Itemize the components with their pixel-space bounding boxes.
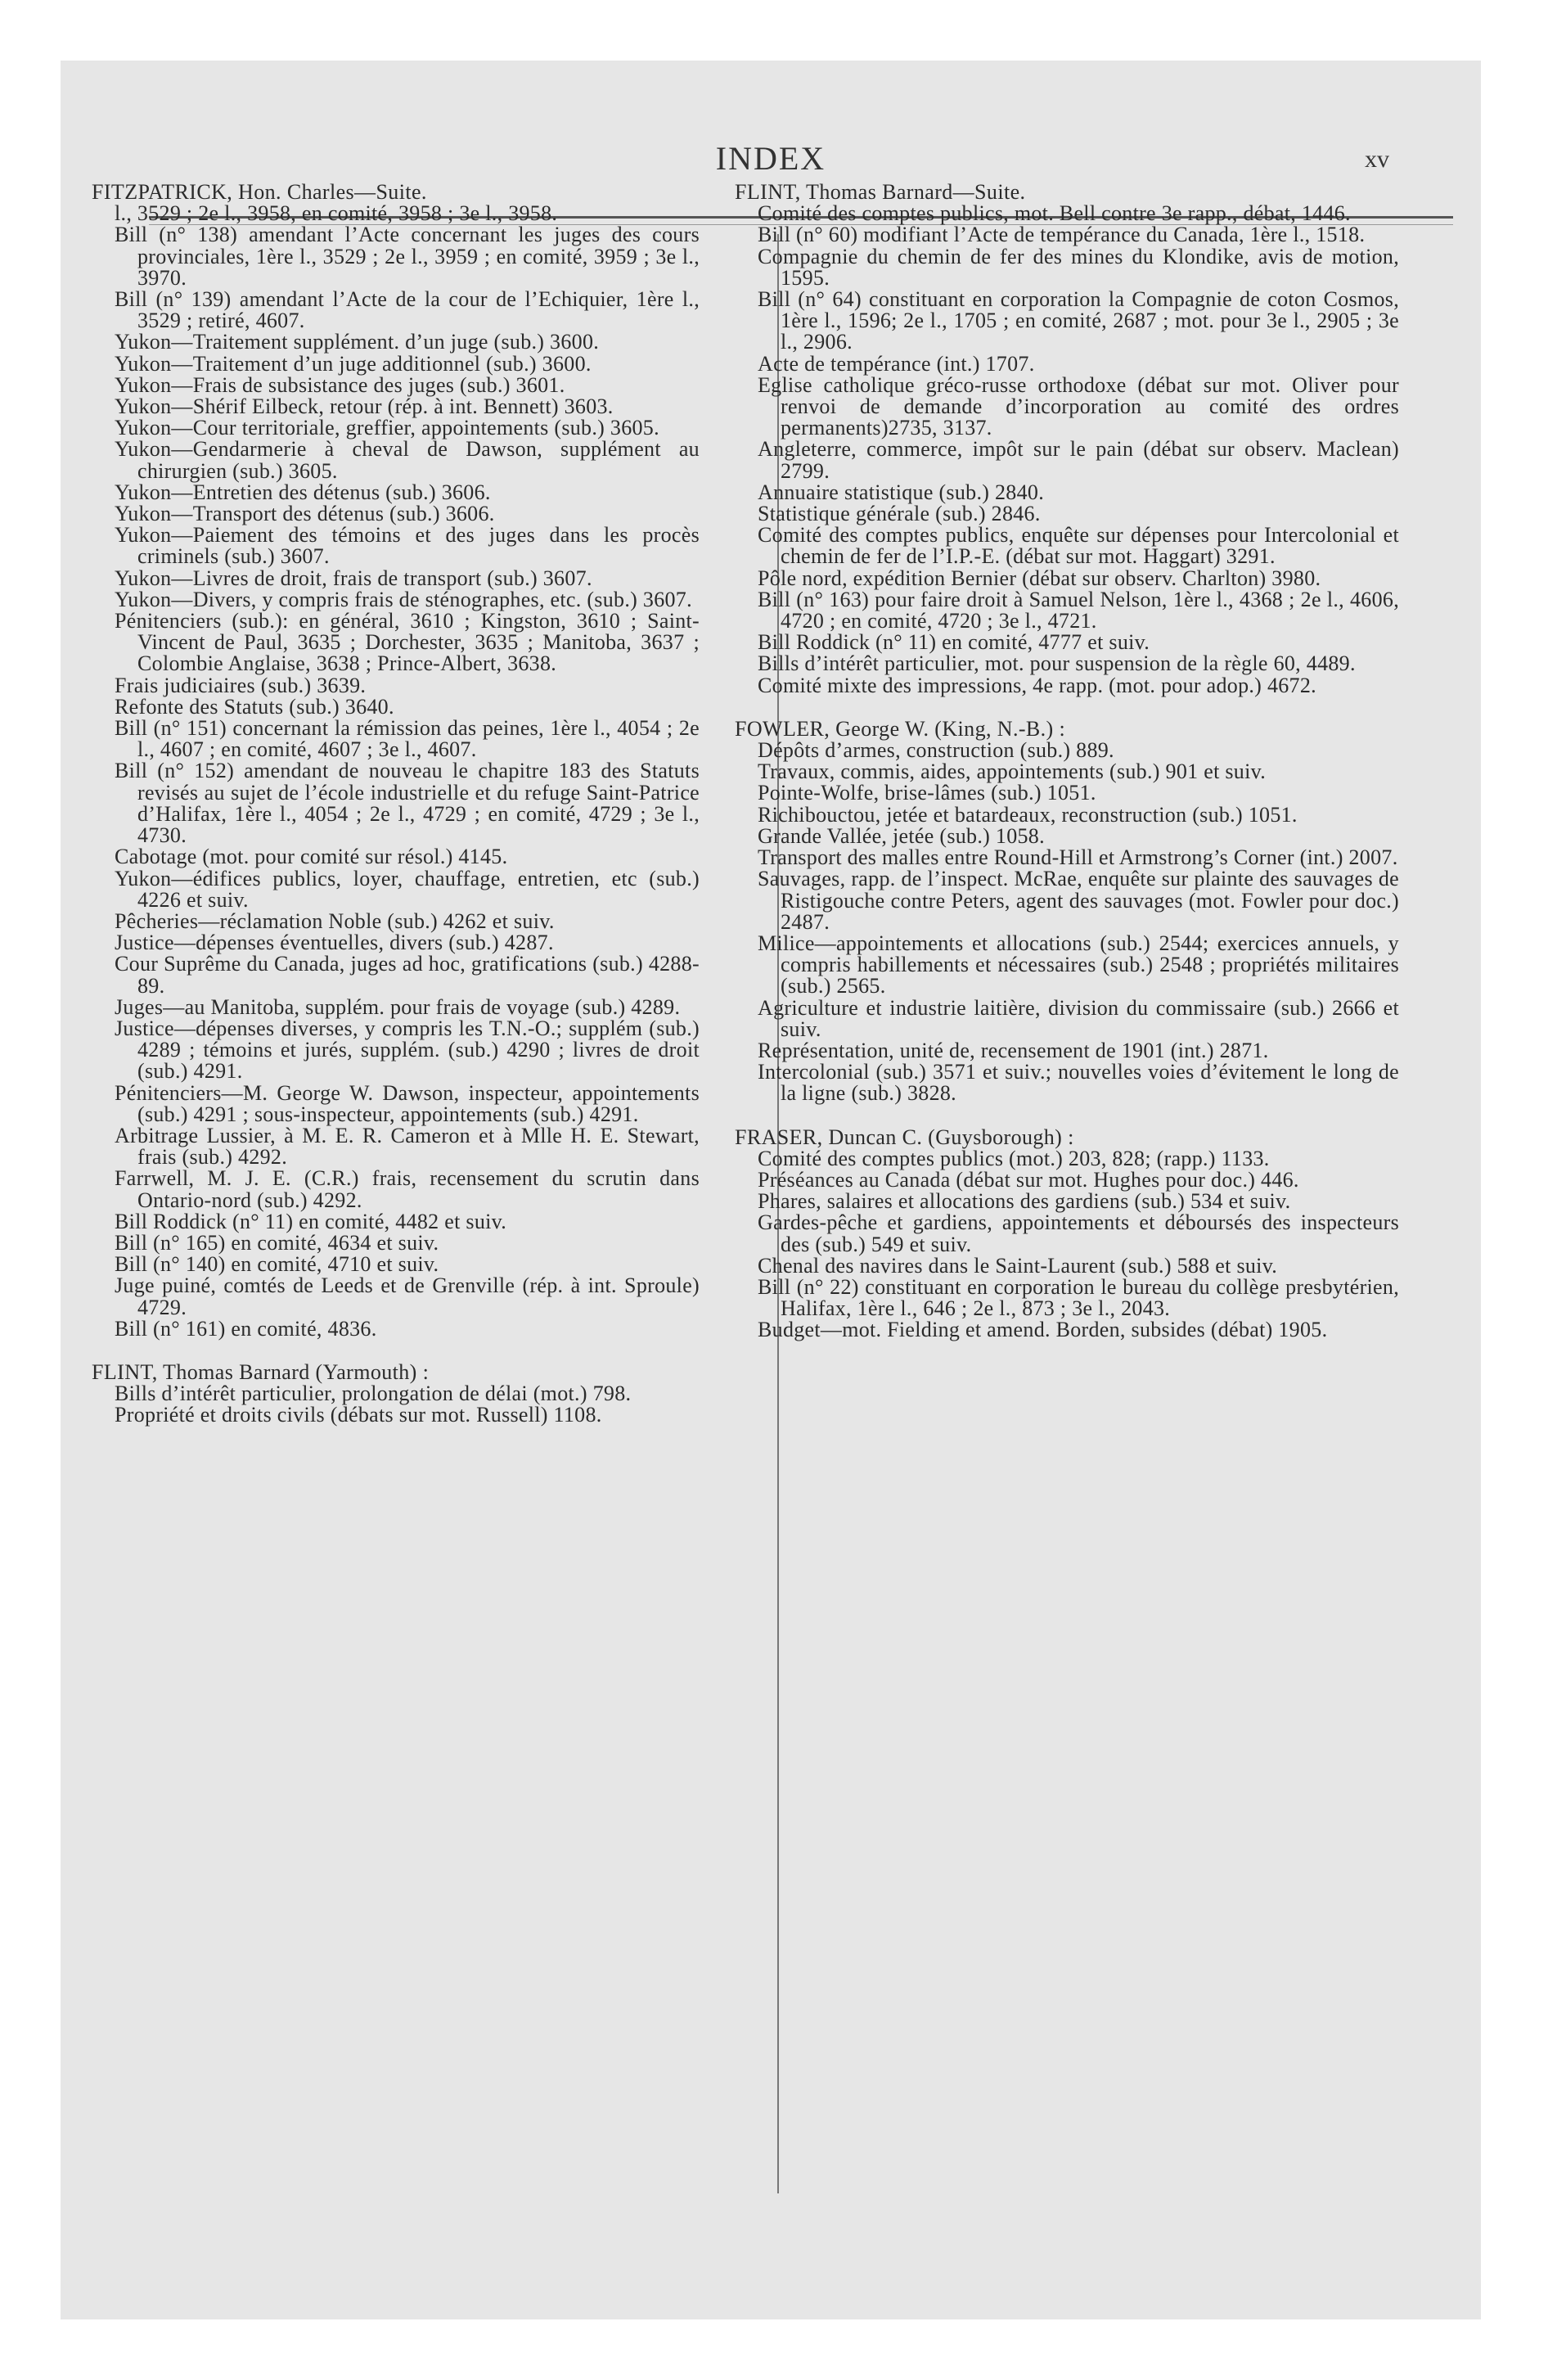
index-entry (735, 761, 1399, 782)
index-entry (735, 802, 1399, 827)
index-entry (735, 1212, 1399, 1255)
page-number: xv (1365, 146, 1389, 173)
index-entry-text: Bill (n° 64) constituant en corporation la Compagnie de coton Cosmos, 1ère l., 1596; 2e l., 1705 ; en comité, 2687 ; mot. pour 3e l., 2905 ; 3e l., 2906. (758, 287, 1399, 354)
index-entry-text: Pénitenciers—M. George W. Dawson, inspecteur, appointements (sub.) 4291 ; sous-inspecteur, appointements (sub.) 4291. (115, 1080, 700, 1126)
index-entry-text: Préséances au Canada (débat sur mot. Hughes pour doc.) 446. (758, 1167, 1299, 1192)
index-entry (92, 1383, 700, 1404)
index-entry (735, 823, 1399, 848)
index-entry-text: Justice—dépenses éventuelles, divers (sub.) 4287. (115, 931, 554, 955)
index-entry (92, 331, 700, 353)
index-entry (735, 372, 1399, 440)
index-entry (735, 632, 1399, 653)
index-entry-text: Yukon—Paiement des témoins et des juges dans les procès criminels (sub.) 3607. (115, 523, 700, 569)
index-entry (92, 439, 700, 481)
index-entry-text: Frais judiciaires (sub.) 3639. (115, 673, 367, 697)
index-entry (92, 396, 700, 417)
index-entry (735, 675, 1399, 696)
entry-list (92, 1383, 700, 1426)
index-entry-text: Bill (n° 151) concernant la rémission das peines, 1ère l., 4054 ; 2e l., 4607 ; en comité, 4607 ; 3e l., 4607. (115, 716, 700, 762)
left-column (92, 182, 700, 1427)
index-entry-text: Comité des comptes publics (mot.) 203, 828; (rapp.) 1133. (758, 1146, 1270, 1170)
index-entry (92, 417, 700, 439)
index-entry (735, 482, 1399, 503)
index-entry-text: Bills d’intérêt particulier, mot. pour suspension de la règle 60, 4489. (758, 651, 1356, 676)
index-entry-text: Juges—au Manitoba, supplém. pour frais de voyage (sub.) 4289. (115, 994, 681, 1019)
index-entry-text: Pôle nord, expédition Bernier (débat sur observ. Charlton) 3980. (758, 566, 1321, 590)
index-entry-text: Phares, salaires et allocations des gardiens (sub.) 534 et suiv. (758, 1189, 1291, 1214)
index-entry (92, 1230, 700, 1255)
index-entry (735, 246, 1399, 289)
index-entry (92, 1254, 700, 1275)
index-entry-text: Eglise catholique gréco-russe orthodoxe (débat sur mot. Oliver pour renvoi de demande d’incorporation au comité des ordres permanents)2735, 3137. (758, 372, 1399, 440)
index-entry (92, 611, 700, 675)
index-entry (92, 589, 700, 611)
index-entry-text: Bill (n° 138) amendant l’Acte concernant les juges des cours provinciales, 1ère l., 3529 ; 2e l., 3959 ; en comité, 3959 ; 3e l., 3970. (115, 223, 700, 290)
index-entry (92, 1018, 700, 1083)
index-entry-text: Bill (n° 140) en comité, 4710 et suiv. (115, 1252, 439, 1277)
index-entry (735, 847, 1399, 868)
index-entry (92, 1125, 700, 1168)
index-entry-text: Cabotage (mot. pour comité sur résol.) 4145. (115, 845, 508, 869)
index-entry (92, 1404, 700, 1426)
index-entry (92, 868, 700, 911)
index-entry-text: Représentation, unité de, recensement de 1901 (int.) 2871. (758, 1038, 1269, 1062)
index-entry (735, 1167, 1399, 1192)
index-entry-text: Farrwell, M. J. E. (C.R.) frais, recensement du scrutin dans Ontario-nord (sub.) 4292. (115, 1166, 700, 1212)
index-entry-text: Richibouctou, jetée et batardeaux, reconstruction (sub.) 1051. (758, 802, 1298, 827)
index-entry-text: Transport des malles entre Round-Hill et Armstrong’s Corner (int.) 2007. (758, 845, 1398, 870)
index-entry (92, 908, 700, 933)
index-entry-text: Acte de tempérance (int.) 1707. (758, 351, 1035, 376)
index-entry-text: l., 3529 ; 2e l., 3958, en comité, 3958 ; 3e l., 3958. (115, 201, 558, 226)
index-entry (92, 351, 700, 376)
index-entry (92, 482, 700, 503)
entry-list (735, 1148, 1399, 1341)
index-entry-text: Yukon—Shérif Eilbeck, retour (rép. à int. Bennett) 3603. (115, 394, 614, 419)
index-entry (735, 740, 1399, 761)
index-entry-text: Bill (n° 22) constituant en corporation le bureau du collège presbytérien, Halifax, 1ère l., 646 ; 2e l., 873 ; 3e l., 2043. (758, 1274, 1399, 1321)
index-entry-text: Gardes-pêche et gardiens, appointements et déboursés des inspecteurs des (sub.) 549 et suiv. (758, 1210, 1399, 1256)
index-entry-text: Refonte des Statuts (sub.) 3640. (115, 694, 394, 719)
index-entry-text: Pénitenciers (sub.): en général, 3610 ; Kingston, 3610 ; Saint-Vincent de Paul, 3635 ; Dorchester, 3635 ; Manitoba, 3637 ; Colombie Anglaise, 3638 ; Prince-Albert, 3638. (115, 609, 700, 676)
index-entry-text: Annuaire statistique (sub.) 2840. (758, 480, 1045, 504)
index-entry-text: Yukon—Gendarmerie à cheval de Dawson, supplément au chirurgien (sub.) 3605. (115, 437, 700, 483)
index-entry-text: Yukon—Entretien des détenus (sub.) 3606. (115, 480, 491, 504)
index-entry-text: Yukon—Frais de subsistance des juges (sub.) 3601. (115, 372, 565, 397)
index-entry-text: Arbitrage Lussier, à M. E. R. Cameron et à Mlle H. E. Stewart, frais (sub.) 4292. (115, 1123, 700, 1170)
index-entry (735, 289, 1399, 354)
index-entry-text: Travaux, commis, aides, appointements (sub.) 901 et suiv. (758, 760, 1267, 784)
index-entry (92, 1318, 700, 1340)
index-entry-text: Yukon—Cour territoriale, greffier, appointements (sub.) 3605. (115, 416, 659, 440)
index-entry (92, 675, 700, 696)
index-entry (735, 224, 1399, 246)
entry-list (735, 740, 1399, 1104)
index-entry-text: Pêcheries—réclamation Noble (sub.) 4262 et suiv. (115, 908, 555, 933)
index-entry-text: Dépôts d’armes, construction (sub.) 889. (758, 738, 1114, 763)
index-entry (92, 994, 700, 1019)
index-entry (735, 782, 1399, 804)
index-entry-text: Yukon—Divers, y compris frais de sténographes, etc. (sub.) 3607. (115, 587, 692, 611)
index-entry (92, 372, 700, 397)
index-entry (735, 653, 1399, 674)
index-entry-text: Yukon—Traitement d’un juge additionnel (sub.) 3600. (115, 351, 592, 376)
index-entry-text: Bill (n° 60) modifiant l’Acte de tempérance du Canada, 1ère l., 1518. (758, 223, 1366, 247)
index-entry (735, 203, 1399, 224)
index-entry-text: Bill (n° 163) pour faire droit à Samuel Nelson, 1ère l., 4368 ; 2e l., 4606, 4720 ; en comité, 4720 ; 3e l., 4721. (758, 587, 1399, 633)
index-entry (92, 932, 700, 953)
index-entry-text: Bill (n° 139) amendant l’Acte de la cour de l’Echiquier, 1ère l., 3529 ; retiré, 4607. (115, 287, 700, 333)
entry-heading: FLINT, Thomas Barnard—Suite. (735, 180, 1026, 204)
index-entry (735, 1274, 1399, 1321)
index-entry-text: Milice—appointements et allocations (sub.) 2544; exercices annuels, y compris habillements et nécessaires (sub.) 2548 ; propriétés militaires (sub.) 2565. (758, 931, 1399, 998)
index-entry (92, 289, 700, 331)
index-entry-text: Yukon—Traitement supplément. d’un juge (sub.) 3600. (115, 330, 600, 354)
index-entry (735, 439, 1399, 481)
index-entry-text: Sauvages, rapp. de l’inspect. McRae, enquête sur plainte des sauvages de Ristigouche contre Peters, agent des sauvages (mot. Fowler pour doc.) 2487. (758, 867, 1399, 934)
index-entry-text: Comité des comptes publics, mot. Bell contre 3e rapp., débat, 1446. (758, 201, 1351, 226)
index-entry (735, 351, 1399, 376)
entry-heading: FOWLER, George W. (King, N.-B.) : (735, 716, 1066, 741)
index-entry (735, 1191, 1399, 1212)
index-entry (92, 224, 700, 289)
index-entry-text: Cour Suprême du Canada, juges ad hoc, gratifications (sub.) 4288-89. (115, 952, 700, 998)
index-entry (92, 1168, 700, 1210)
index-entry (92, 953, 700, 996)
index-entry (92, 568, 700, 589)
index-entry (92, 203, 700, 224)
index-entry-text: Yukon—Livres de droit, frais de transport (sub.) 3607. (115, 566, 592, 590)
index-entry-text: Statistique générale (sub.) 2846. (758, 502, 1041, 526)
index-entry-text: Bills d’intérêt particulier, prolongation de délai (mot.) 798. (115, 1382, 632, 1406)
index-entry-text: Chenal des navires dans le Saint-Laurent (sub.) 588 et suiv. (758, 1253, 1278, 1278)
index-entry-text: Grande Vallée, jetée (sub.) 1058. (758, 823, 1045, 848)
index-entry (735, 1148, 1399, 1170)
index-entry (735, 1255, 1399, 1277)
index-entry (735, 1319, 1399, 1341)
index-entry-text: Comité mixte des impressions, 4e rapp. (mot. pour adop.) 4672. (758, 673, 1316, 697)
index-entry (735, 995, 1399, 1041)
index-entry-text: Bill (n° 161) en comité, 4836. (115, 1316, 377, 1341)
index-entry-text: Bill (n° 165) en comité, 4634 et suiv. (115, 1230, 439, 1255)
index-entry (735, 525, 1399, 567)
index-entry-text: Comité des comptes publics, enquête sur dépenses pour Intercolonial et chemin de fer de l’I.P.-E. (débat sur mot. Haggart) 3291. (758, 523, 1399, 569)
index-entry (92, 696, 700, 718)
entry-list (92, 203, 700, 1340)
index-entry (92, 1211, 700, 1233)
index-entry-text: Budget—mot. Fielding et amend. Borden, subsides (débat) 1905. (758, 1318, 1328, 1342)
index-entry (92, 503, 700, 525)
index-entry-text: Intercolonial (sub.) 3571 et suiv.; nouvelles voies d’évitement le long de la ligne (sub.) 3828. (758, 1060, 1399, 1106)
index-entry (735, 1040, 1399, 1062)
entry-heading: FLINT, Thomas Barnard (Yarmouth) : (92, 1359, 430, 1384)
index-entry (735, 589, 1399, 632)
index-entry-text: Bill Roddick (n° 11) en comité, 4777 et suiv. (758, 630, 1150, 655)
index-entry (92, 1080, 700, 1126)
entry-heading: FRASER, Duncan C. (Guysborough) : (735, 1125, 1074, 1149)
index-entry-text: Propriété et droits civils (débats sur mot. Russell) 1108. (115, 1403, 602, 1427)
index-entry-text: Bill Roddick (n° 11) en comité, 4482 et suiv. (115, 1209, 507, 1233)
index-entry-text: Compagnie du chemin de fer des mines du Klondike, avis de motion, 1595. (758, 244, 1399, 290)
index-entry-text: Agriculture et industrie laitière, division du commissaire (sub.) 2666 et suiv. (758, 995, 1399, 1041)
entry-list (735, 203, 1399, 696)
page-title: INDEX (715, 140, 826, 177)
index-entry-text: Yukon—Transport des détenus (sub.) 3606. (115, 502, 495, 526)
index-entry-text: Angleterre, commerce, impôt sur le pain (débat sur observ. Maclean) 2799. (758, 437, 1399, 483)
right-column (735, 182, 1399, 1341)
index-entry (735, 503, 1399, 525)
index-entry (735, 868, 1399, 933)
index-entry (735, 568, 1399, 589)
index-entry-text: Pointe-Wolfe, brise-lâmes (sub.) 1051. (758, 781, 1096, 805)
entry-heading: FITZPATRICK, Hon. Charles—Suite. (92, 180, 427, 204)
index-entry (92, 846, 700, 868)
index-entry-text: Yukon—édifices publics, loyer, chauffage, entretien, etc (sub.) 4226 et suiv. (115, 866, 700, 912)
index-entry (92, 1275, 700, 1318)
index-entry (92, 718, 700, 760)
index-entry-text: Justice—dépenses diverses, y compris les T.N.-O.; supplém (sub.) 4289 ; témoins et jurés, supplém. (sub.) 4290 ; livres de droit (sub.) 4291. (115, 1016, 700, 1084)
index-entry (92, 525, 700, 567)
index-entry (92, 760, 700, 846)
index-entry-text: Bill (n° 152) amendant de nouveau le chapitre 183 des Statuts revisés au sujet de l’école industrielle et du refuge Saint-Patrice d’Halifax, 1ère l., 4054 ; 2e l., 4729 ; en comité, 4729 ; 3e l., 4730. (115, 759, 700, 848)
index-entry-text: Juge puiné, comtés de Leeds et de Grenville (rép. à int. Sproule) 4729. (115, 1273, 700, 1319)
index-entry (735, 1062, 1399, 1104)
index-entry (735, 933, 1399, 998)
